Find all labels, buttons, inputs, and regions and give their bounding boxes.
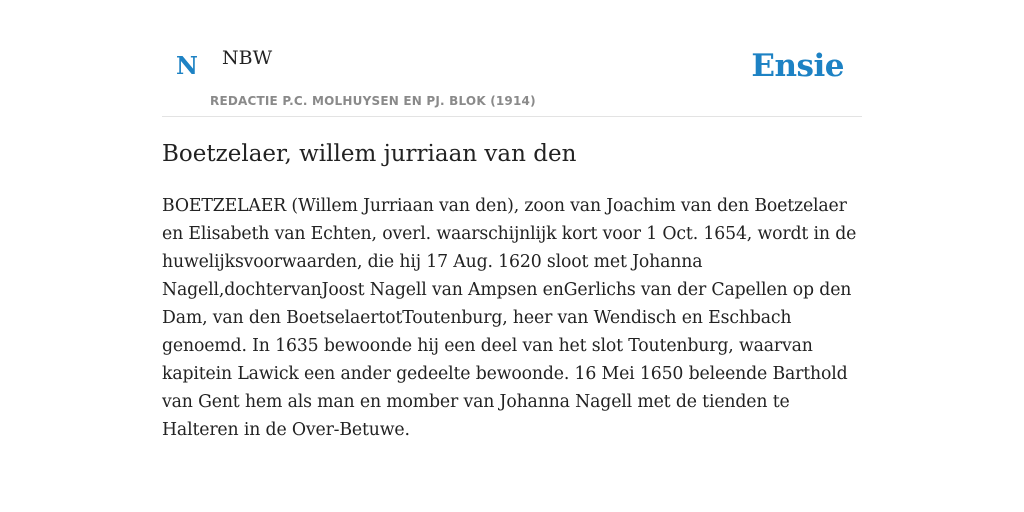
source-subtitle: REDACTIE P.C. MOLHUYSEN EN PJ. BLOK (1914)	[210, 94, 536, 108]
source-name[interactable]: NBW	[222, 47, 273, 69]
source-header	[162, 0, 862, 117]
source-logo[interactable]: N	[176, 51, 198, 80]
entry-card	[162, 0, 862, 440]
ensie-brand-link[interactable]: Ensie	[751, 48, 844, 84]
entry-body: BOETZELAER (Willem Jurriaan van den), zoon van Joachim van den Boetzelaer en Elisabeth van Echten, overl. waarschijnlijk kort voor 1 Oct. 1654, wordt in de huwelijksvoorwaarden, die hij 17 Aug. 1620 sloot met Johanna Nagell,dochtervanJoost Nagell van Ampsen enGerlichs van der Capellen op den Dam, van den BoetselaertotToutenburg, heer van Wendisch en Eschbach genoemd. In 1635 bewoonde hij een deel van het slot Toutenburg, waarvan kapitein Lawick een ander gedeelte bewoonde. 16 Mei 1650 beleende Barthold van Gent hem als man en momber van Johanna Nagell met de tienden te Halteren in de Over-Betuwe.	[162, 196, 857, 440]
entry-title: Boetzelaer, willem jurriaan van den	[162, 141, 577, 167]
